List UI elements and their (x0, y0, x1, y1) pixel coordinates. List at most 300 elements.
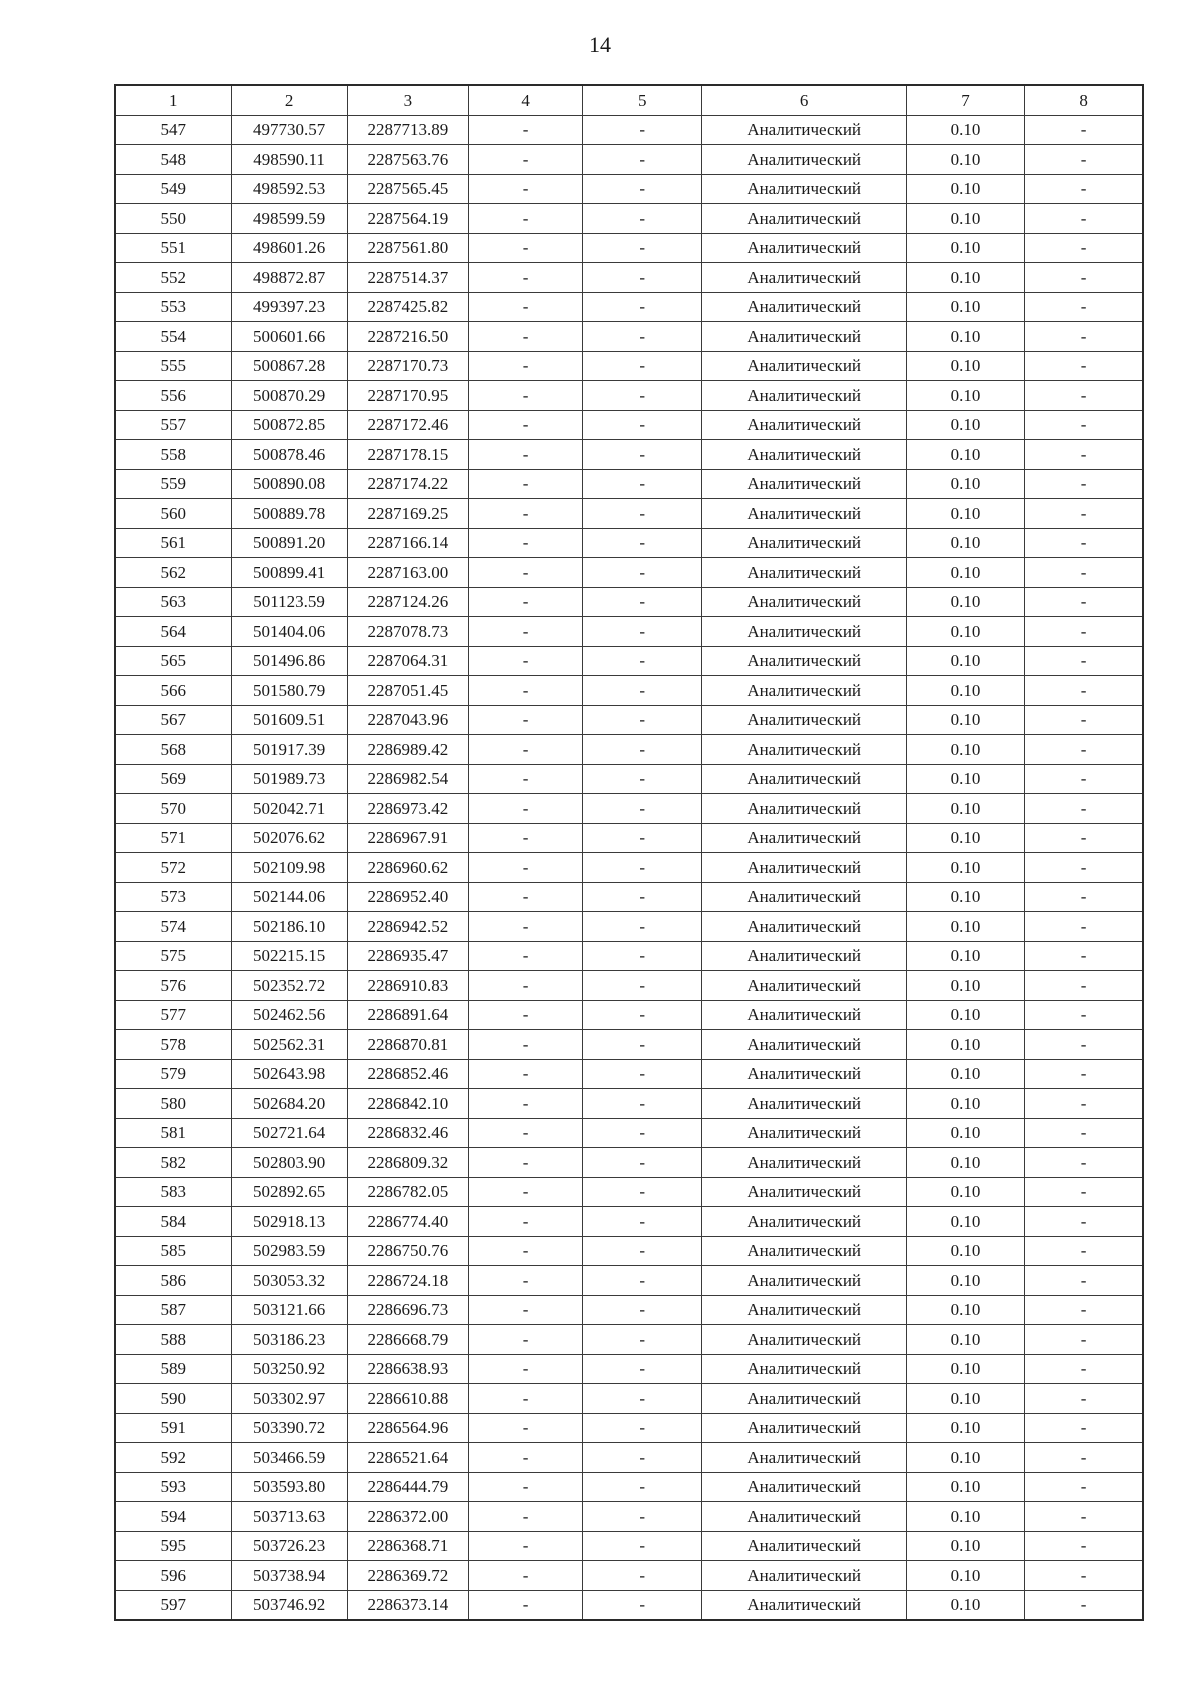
table-cell: 503121.66 (231, 1295, 347, 1325)
table-cell: - (583, 1207, 702, 1237)
table-cell: 0.10 (906, 1266, 1024, 1296)
table-cell: Аналитический (702, 558, 906, 588)
table-cell: - (469, 941, 583, 971)
table-cell: 0.10 (906, 440, 1024, 470)
table-cell: 583 (115, 1177, 231, 1207)
table-cell: 2286750.76 (347, 1236, 469, 1266)
table-cell: - (469, 1531, 583, 1561)
table-cell: Аналитический (702, 941, 906, 971)
table-cell: 499397.23 (231, 292, 347, 322)
table-cell: Аналитический (702, 882, 906, 912)
table-cell: 500899.41 (231, 558, 347, 588)
table-cell: 2287216.50 (347, 322, 469, 352)
table-cell: 0.10 (906, 1384, 1024, 1414)
table-cell: 498599.59 (231, 204, 347, 234)
table-cell: - (469, 1354, 583, 1384)
table-cell: 575 (115, 941, 231, 971)
table-cell: - (469, 1089, 583, 1119)
table-cell: Аналитический (702, 764, 906, 794)
table-row (115, 941, 1143, 971)
table-row (115, 174, 1143, 204)
table-cell: - (1025, 558, 1143, 588)
table-cell: - (1025, 1384, 1143, 1414)
column-header-5: 5 (583, 85, 702, 115)
table-cell: - (1025, 351, 1143, 381)
table-cell: Аналитический (702, 351, 906, 381)
table-row (115, 823, 1143, 853)
table-row (115, 1266, 1143, 1296)
table-cell: - (583, 1030, 702, 1060)
table-cell: 501917.39 (231, 735, 347, 765)
table-cell: 552 (115, 263, 231, 293)
column-header-1: 1 (115, 85, 231, 115)
table-cell: - (469, 292, 583, 322)
table-cell: - (469, 853, 583, 883)
table-body (115, 115, 1143, 1620)
table-cell: 0.10 (906, 1089, 1024, 1119)
table-cell: 0.10 (906, 499, 1024, 529)
table-cell: Аналитический (702, 1472, 906, 1502)
table-cell: Аналитический (702, 528, 906, 558)
table-cell: - (583, 558, 702, 588)
table-cell: - (583, 115, 702, 145)
table-cell: 0.10 (906, 1236, 1024, 1266)
table-cell: 2287043.96 (347, 705, 469, 735)
table-cell: - (583, 676, 702, 706)
table-cell: 502109.98 (231, 853, 347, 883)
table-cell: Аналитический (702, 735, 906, 765)
table-cell: Аналитический (702, 853, 906, 883)
table-cell: 554 (115, 322, 231, 352)
table-cell: 501580.79 (231, 676, 347, 706)
table-row (115, 1354, 1143, 1384)
page-number: 14 (589, 32, 611, 57)
table-cell: - (1025, 646, 1143, 676)
table-cell: - (469, 174, 583, 204)
table-cell: - (583, 1354, 702, 1384)
table-cell: 568 (115, 735, 231, 765)
table-cell: 581 (115, 1118, 231, 1148)
table-cell: - (583, 587, 702, 617)
table-cell: - (469, 558, 583, 588)
column-header-6: 6 (702, 85, 906, 115)
table-cell: 570 (115, 794, 231, 824)
table-cell: - (469, 1472, 583, 1502)
table-row (115, 499, 1143, 529)
table-cell: 556 (115, 381, 231, 411)
table-cell: Аналитический (702, 1118, 906, 1148)
table-cell: Аналитический (702, 1354, 906, 1384)
table-cell: 2286668.79 (347, 1325, 469, 1355)
table-cell: - (469, 1266, 583, 1296)
table-cell: 0.10 (906, 1295, 1024, 1325)
table-cell: Аналитический (702, 1236, 906, 1266)
table-cell: 547 (115, 115, 231, 145)
table-cell: 0.10 (906, 971, 1024, 1001)
table-cell: 2287124.26 (347, 587, 469, 617)
table-cell: 2286852.46 (347, 1059, 469, 1089)
table-row (115, 1236, 1143, 1266)
table-cell: - (469, 1030, 583, 1060)
table-cell: - (469, 912, 583, 942)
table-row (115, 1295, 1143, 1325)
table-cell: 571 (115, 823, 231, 853)
table-cell: - (583, 1443, 702, 1473)
table-cell: - (583, 381, 702, 411)
table-cell: 562 (115, 558, 231, 588)
table-cell: - (1025, 440, 1143, 470)
table-cell: 2286369.72 (347, 1561, 469, 1591)
table-cell: - (583, 1177, 702, 1207)
table-cell: 0.10 (906, 174, 1024, 204)
table-cell: 2286973.42 (347, 794, 469, 824)
table-row (115, 646, 1143, 676)
column-header-3: 3 (347, 85, 469, 115)
table-cell: 0.10 (906, 1413, 1024, 1443)
table-cell: - (1025, 764, 1143, 794)
table-cell: Аналитический (702, 174, 906, 204)
table-cell: - (1025, 381, 1143, 411)
table-cell: 2287169.25 (347, 499, 469, 529)
table-cell: Аналитический (702, 1000, 906, 1030)
table-cell: - (469, 1590, 583, 1620)
table-cell: 2286809.32 (347, 1148, 469, 1178)
table-cell: - (1025, 1000, 1143, 1030)
table-cell: Аналитический (702, 823, 906, 853)
table-cell: - (469, 587, 583, 617)
table-cell: Аналитический (702, 587, 906, 617)
table-cell: 579 (115, 1059, 231, 1089)
table-cell: 503302.97 (231, 1384, 347, 1414)
table-cell: Аналитический (702, 971, 906, 1001)
table-row (115, 263, 1143, 293)
table-cell: 502186.10 (231, 912, 347, 942)
table-cell: - (583, 1089, 702, 1119)
table-row (115, 558, 1143, 588)
table-cell: 502462.56 (231, 1000, 347, 1030)
table-cell: Аналитический (702, 1561, 906, 1591)
table-cell: 0.10 (906, 735, 1024, 765)
table-cell: 586 (115, 1266, 231, 1296)
table-cell: - (1025, 1443, 1143, 1473)
table-cell: 2286724.18 (347, 1266, 469, 1296)
table-cell: 0.10 (906, 1118, 1024, 1148)
table-cell: - (583, 1236, 702, 1266)
table-cell: Аналитический (702, 263, 906, 293)
table-cell: 2287172.46 (347, 410, 469, 440)
table-cell: - (583, 617, 702, 647)
table-cell: Аналитический (702, 705, 906, 735)
table-cell: 0.10 (906, 263, 1024, 293)
table-cell: 560 (115, 499, 231, 529)
table-cell: 2287563.76 (347, 145, 469, 175)
table-cell: - (583, 764, 702, 794)
table-cell: - (469, 764, 583, 794)
table-cell: 592 (115, 1443, 231, 1473)
table-row (115, 1089, 1143, 1119)
table-cell: 2286967.91 (347, 823, 469, 853)
table-cell: - (469, 971, 583, 1001)
table-cell: 2287178.15 (347, 440, 469, 470)
table-cell: Аналитический (702, 1502, 906, 1532)
table-cell: 2286368.71 (347, 1531, 469, 1561)
table-cell: 2286774.40 (347, 1207, 469, 1237)
table-cell: 2286638.93 (347, 1354, 469, 1384)
table-row (115, 764, 1143, 794)
table-cell: - (583, 410, 702, 440)
table-cell: 0.10 (906, 1561, 1024, 1591)
table-cell: Аналитический (702, 794, 906, 824)
table-cell: 576 (115, 971, 231, 1001)
table-cell: 2286942.52 (347, 912, 469, 942)
table-cell: 2286870.81 (347, 1030, 469, 1060)
table-cell: 2286989.42 (347, 735, 469, 765)
table-cell: 2286696.73 (347, 1295, 469, 1325)
table-cell: 0.10 (906, 676, 1024, 706)
table-cell: 0.10 (906, 617, 1024, 647)
table-cell: Аналитический (702, 145, 906, 175)
table-cell: 0.10 (906, 912, 1024, 942)
table-cell: - (1025, 322, 1143, 352)
table-cell: - (1025, 528, 1143, 558)
table-cell: 502076.62 (231, 823, 347, 853)
table-cell: 0.10 (906, 1207, 1024, 1237)
table-cell: 2286935.47 (347, 941, 469, 971)
table-cell: 589 (115, 1354, 231, 1384)
table-cell: Аналитический (702, 617, 906, 647)
table-cell: - (583, 882, 702, 912)
table-cell: 565 (115, 646, 231, 676)
table-cell: Аналитический (702, 322, 906, 352)
table-cell: 498601.26 (231, 233, 347, 263)
table-cell: - (583, 499, 702, 529)
table-cell: 503053.32 (231, 1266, 347, 1296)
table-cell: - (583, 263, 702, 293)
table-cell: - (469, 1502, 583, 1532)
table-cell: - (469, 823, 583, 853)
table-cell: 503186.23 (231, 1325, 347, 1355)
table-cell: - (583, 1590, 702, 1620)
table-cell: - (1025, 1295, 1143, 1325)
table-cell: - (583, 1531, 702, 1561)
table-header-row (115, 85, 1143, 115)
table-cell: - (1025, 1266, 1143, 1296)
table-row (115, 1590, 1143, 1620)
table-cell: 0.10 (906, 1502, 1024, 1532)
table-cell: 2286891.64 (347, 1000, 469, 1030)
table-cell: Аналитический (702, 1443, 906, 1473)
table-cell: - (469, 263, 583, 293)
table-cell: Аналитический (702, 440, 906, 470)
table-cell: 564 (115, 617, 231, 647)
table-cell: 574 (115, 912, 231, 942)
table-cell: 597 (115, 1590, 231, 1620)
table-cell: 582 (115, 1148, 231, 1178)
table-cell: 0.10 (906, 322, 1024, 352)
table-cell: - (583, 705, 702, 735)
table-cell: Аналитический (702, 1059, 906, 1089)
table-cell: 500890.08 (231, 469, 347, 499)
table-cell: 0.10 (906, 351, 1024, 381)
table-row (115, 705, 1143, 735)
table-row (115, 1207, 1143, 1237)
table-cell: 501496.86 (231, 646, 347, 676)
table-cell: 502042.71 (231, 794, 347, 824)
table-cell: - (469, 351, 583, 381)
table-cell: 584 (115, 1207, 231, 1237)
table-row (115, 1000, 1143, 1030)
table-cell: Аналитический (702, 1207, 906, 1237)
table-cell: Аналитический (702, 1030, 906, 1060)
table-cell: - (1025, 587, 1143, 617)
table-cell: - (583, 1384, 702, 1414)
table-cell: 2287561.80 (347, 233, 469, 263)
table-cell: 2286610.88 (347, 1384, 469, 1414)
table-cell: 500891.20 (231, 528, 347, 558)
table-cell: - (1025, 1059, 1143, 1089)
table-cell: - (469, 204, 583, 234)
table-cell: 2287564.19 (347, 204, 469, 234)
column-header-8: 8 (1025, 85, 1143, 115)
table-cell: 0.10 (906, 882, 1024, 912)
table-cell: - (1025, 912, 1143, 942)
table-cell: - (1025, 263, 1143, 293)
table-cell: - (1025, 617, 1143, 647)
table-cell: - (469, 1561, 583, 1591)
table-cell: 0.10 (906, 410, 1024, 440)
table-cell: 0.10 (906, 705, 1024, 735)
table-cell: 503738.94 (231, 1561, 347, 1591)
table-cell: 2286832.46 (347, 1118, 469, 1148)
table-cell: - (583, 1118, 702, 1148)
table-cell: 2287425.82 (347, 292, 469, 322)
table-cell: - (1025, 853, 1143, 883)
table-cell: 585 (115, 1236, 231, 1266)
table-cell: 0.10 (906, 1000, 1024, 1030)
table-cell: 500870.29 (231, 381, 347, 411)
table-cell: - (583, 1561, 702, 1591)
table-row (115, 1059, 1143, 1089)
table-cell: 502562.31 (231, 1030, 347, 1060)
table-cell: - (583, 440, 702, 470)
table-row (115, 1443, 1143, 1473)
table-cell: - (469, 115, 583, 145)
table-row (115, 1148, 1143, 1178)
table-cell: - (469, 1148, 583, 1178)
table-cell: - (1025, 145, 1143, 175)
table-cell: 0.10 (906, 1443, 1024, 1473)
table-cell: - (583, 322, 702, 352)
table-cell: 2287051.45 (347, 676, 469, 706)
table-row (115, 381, 1143, 411)
table-cell: Аналитический (702, 1531, 906, 1561)
table-cell: 498592.53 (231, 174, 347, 204)
table-cell: Аналитический (702, 1177, 906, 1207)
table-row (115, 204, 1143, 234)
table-cell: 558 (115, 440, 231, 470)
column-header-2: 2 (231, 85, 347, 115)
table-cell: 0.10 (906, 1325, 1024, 1355)
table-cell: 2286373.14 (347, 1590, 469, 1620)
table-cell: Аналитический (702, 1295, 906, 1325)
table-row (115, 1384, 1143, 1414)
table-cell: - (469, 1325, 583, 1355)
table-cell: Аналитический (702, 1590, 906, 1620)
table-cell: 2286960.62 (347, 853, 469, 883)
table-cell: - (583, 1000, 702, 1030)
table-cell: - (469, 1118, 583, 1148)
table-cell: - (469, 145, 583, 175)
table-cell: - (1025, 1561, 1143, 1591)
table-cell: 0.10 (906, 853, 1024, 883)
table-cell: - (583, 351, 702, 381)
table-cell: 2286982.54 (347, 764, 469, 794)
table-cell: 502721.64 (231, 1118, 347, 1148)
table-cell: - (1025, 1089, 1143, 1119)
table-cell: 498872.87 (231, 263, 347, 293)
table-cell: 2287170.73 (347, 351, 469, 381)
table-cell: 0.10 (906, 1531, 1024, 1561)
table-cell: 2287166.14 (347, 528, 469, 558)
table-cell: - (1025, 115, 1143, 145)
table-cell: - (1025, 971, 1143, 1001)
table-cell: 0.10 (906, 528, 1024, 558)
table-cell: Аналитический (702, 469, 906, 499)
table-cell: 553 (115, 292, 231, 322)
table-cell: 557 (115, 410, 231, 440)
table-cell: - (583, 174, 702, 204)
table-cell: - (1025, 1472, 1143, 1502)
table-row (115, 912, 1143, 942)
table-cell: Аналитический (702, 499, 906, 529)
table-cell: 2286564.96 (347, 1413, 469, 1443)
table-row (115, 233, 1143, 263)
table-cell: 502643.98 (231, 1059, 347, 1089)
table-cell: 500867.28 (231, 351, 347, 381)
table-row (115, 1472, 1143, 1502)
table-cell: - (583, 1472, 702, 1502)
table-cell: - (1025, 1030, 1143, 1060)
table-cell: Аналитический (702, 912, 906, 942)
table-cell: 501609.51 (231, 705, 347, 735)
table-cell: - (469, 1413, 583, 1443)
table-cell: 502684.20 (231, 1089, 347, 1119)
table-cell: 2287078.73 (347, 617, 469, 647)
table-cell: 2286952.40 (347, 882, 469, 912)
table-cell: 502918.13 (231, 1207, 347, 1237)
table-cell: 503250.92 (231, 1354, 347, 1384)
table-cell: 548 (115, 145, 231, 175)
table-cell: 561 (115, 528, 231, 558)
table-cell: - (469, 1295, 583, 1325)
table-cell: 0.10 (906, 794, 1024, 824)
table-cell: 0.10 (906, 1354, 1024, 1384)
table-cell: 0.10 (906, 204, 1024, 234)
table-cell: - (469, 499, 583, 529)
table-cell: 2286782.05 (347, 1177, 469, 1207)
table-cell: 573 (115, 882, 231, 912)
table-row (115, 469, 1143, 499)
table-cell: - (583, 853, 702, 883)
table-cell: - (583, 1266, 702, 1296)
table-cell: - (583, 971, 702, 1001)
table-cell: 0.10 (906, 292, 1024, 322)
table-row (115, 1561, 1143, 1591)
table-cell: - (1025, 1325, 1143, 1355)
table-cell: - (469, 705, 583, 735)
table-cell: 0.10 (906, 469, 1024, 499)
table-cell: 594 (115, 1502, 231, 1532)
